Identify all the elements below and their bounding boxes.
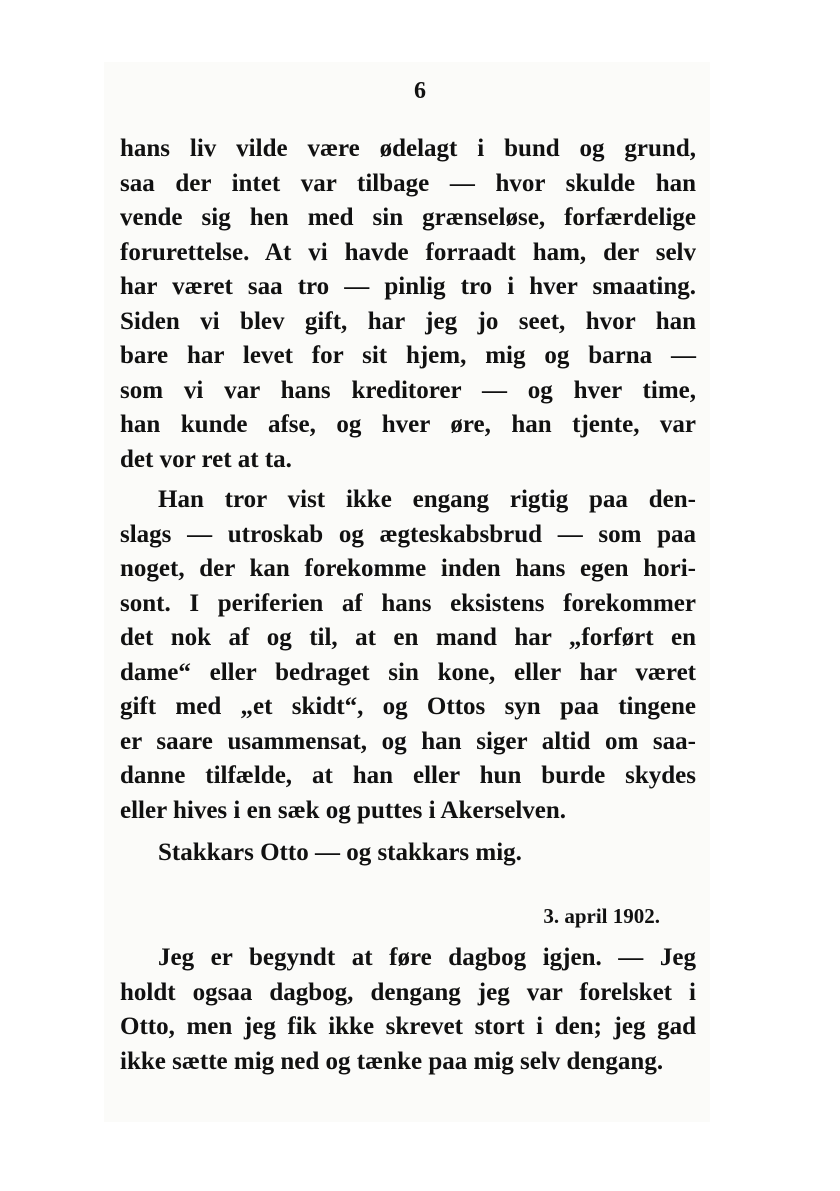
paragraph-1 <box>120 132 696 477</box>
text-line: holdt ogsaa dagbog, dengang jeg var forelsket i <box>120 978 696 1006</box>
paragraph-4 <box>120 941 696 1079</box>
text-line: slags — utroskab og ægteskabsbrud — som paa <box>120 520 696 548</box>
text-line: det vor ret at ta. <box>120 445 292 473</box>
text-line: Siden vi blev gift, har jeg jo seet, hvor han <box>120 307 696 335</box>
text-line: saa der intet var tilbage — hvor skulde han <box>120 169 696 197</box>
text-line: sont. I periferien af hans eksistens forekommer <box>120 589 696 617</box>
text-line: som vi var hans kreditorer — og hver time, <box>120 376 696 404</box>
text-line: har været saa tro — pinlig tro i hver smaating. <box>120 273 696 300</box>
text-line: ikke sætte mig ned og tænke paa mig selv dengang. <box>120 1047 664 1075</box>
text-line: bare har levet for sit hjem, mig og barna — <box>120 342 696 369</box>
text-line: Stakkars Otto — og stakkars mig. <box>158 839 522 866</box>
text-line: er saare usammensat, og han siger altid om saa- <box>120 727 696 755</box>
entry-date: 3. april 1902. <box>543 904 660 928</box>
text-line: gift med „et skidt“, og Ottos syn paa tingene <box>120 693 696 720</box>
text-line: noget, der kan forekomme inden hans egen hori- <box>120 555 696 582</box>
text-line: dame“ eller bedraget sin kone, eller har været <box>120 658 696 686</box>
text-line: Han tror vist ikke engang rigtig paa den- <box>158 486 696 513</box>
page-number: 6 <box>414 78 426 104</box>
text-line: danne tilfælde, at han eller hun burde skydes <box>120 762 696 789</box>
text-line: han kunde afse, og hver øre, han tjente, var <box>120 411 696 438</box>
text-line: forurettelse. At vi havde forraadt ham, der selv <box>120 238 696 266</box>
text-line: vende sig hen med sin grænseløse, forfærdelige <box>120 204 696 231</box>
text-line: det nok af og til, at en mand har „forført en <box>120 624 696 651</box>
text-line: hans liv vilde være ødelagt i bund og grund, <box>120 135 696 162</box>
paragraph-2 <box>120 483 696 828</box>
paragraph-3 <box>120 836 696 871</box>
text-line: Otto, men jeg fik ikke skrevet stort i den; jeg gad <box>120 1013 696 1040</box>
text-line: eller hives i en sæk og puttes i Akerselven. <box>120 796 567 824</box>
text-line: Jeg er begyndt at føre dagbog igjen. — Jeg <box>158 944 696 971</box>
